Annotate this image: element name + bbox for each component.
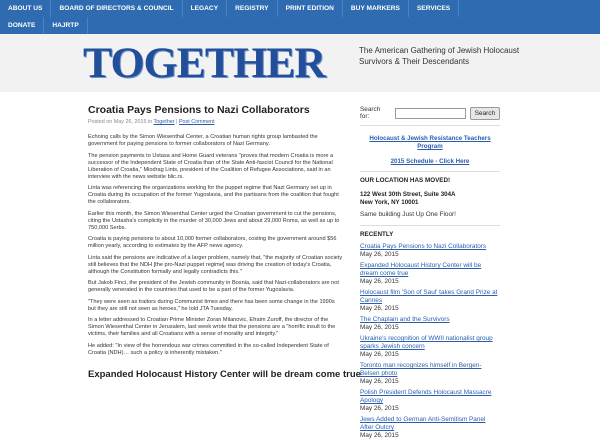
recent-post-link[interactable]: Expanded Holocaust History Center will be dream come true — [360, 262, 482, 277]
recent-post-date: May 26, 2015 — [360, 378, 399, 385]
sidebar-divider — [360, 171, 500, 172]
recent-post-link[interactable]: Toronto man recognizes himself in Bergen-Belsen photo — [360, 362, 482, 377]
post-paragraph: The pension payments to Ustasa and Home Guard veterans "proves that modern Croatia is more a successor of the Independent State of Croatia than of the State Anti-fascist Council for the National Liberation of Croatia," Miodrag Lints, president of the Coalition of Refugee Associations, said in an interview with the news website blic.rs. — [88, 152, 334, 180]
post-comment-link[interactable]: Post Comment — [178, 119, 215, 125]
nav-board[interactable]: BOARD OF DIRECTORS & COUNCIL — [51, 0, 182, 17]
address-line: New York, NY 10001 — [360, 198, 419, 206]
post-paragraph: He added: "In view of the horrendous war crimes committed in the so-called Independent State of Croatia (NDH)… such a policy is inherently mistaken." — [88, 342, 329, 356]
schedule-link[interactable]: 2015 Schedule - Click Here — [390, 158, 470, 165]
post-paragraph: Echoing calls by the Simon Wiesenthal Center, a Croatian human rights group lambasted the government for paying pensions to former collaborators of Nazi Germany. — [88, 134, 318, 147]
site-tagline: The American Gathering of Jewish Holocaust Survivors & Their Descendants — [359, 46, 520, 66]
recent-post-date: May 26, 2015 — [360, 351, 399, 358]
nav-legacy[interactable]: LEGACY — [183, 0, 227, 17]
recent-post-link[interactable]: Croatia Pays Pensions to Nazi Collaborators — [360, 243, 487, 250]
nav-buy-markers[interactable]: BUY MARKERS — [343, 0, 409, 17]
post-category-link[interactable]: Together — [153, 119, 175, 125]
post-title[interactable]: Croatia Pays Pensions to Nazi Collaborators — [88, 104, 310, 116]
search-input[interactable] — [395, 108, 466, 119]
recent-post-link[interactable]: Ukraine's recognition of WWII nationalist group sparks Jewish concern — [360, 335, 493, 350]
nav-print-edition[interactable]: PRINT EDITION — [278, 0, 343, 17]
location-heading: OUR LOCATION HAS MOVED! — [360, 177, 451, 184]
list-item — [360, 289, 500, 313]
recent-post-link[interactable]: Jews Added to German Anti-Semitism Panel After Outcry — [360, 416, 486, 431]
recent-post-link[interactable]: The Chaplain and the Survivors — [360, 316, 450, 323]
nav-services[interactable]: SERVICES — [409, 0, 459, 17]
post-paragraph: Linta said the pensions are indicative of a larger problem, namely that, "the majority of Croatian society still believes that the NDH [the pro-Nazi puppet regime] was driving the creation of today's Croatia, although the Constitution formally and legally contradicts this." — [88, 254, 343, 275]
same-building-note: Same building Just Up One Floor! — [360, 211, 456, 218]
post-paragraph: But Jakob Finci, the president of the Jewish community in Bosnia, said that Nazi-collaborators are not generally venerated in the countries that used to be a part of the former Yugoslavia. — [88, 280, 339, 293]
recent-post-date: May 26, 2015 — [360, 324, 399, 331]
recent-post-date: May 26, 2015 — [360, 405, 399, 412]
search-button[interactable]: Search — [470, 107, 500, 120]
nav-row-1 — [0, 0, 459, 17]
recent-post-date: May 26, 2015 — [360, 251, 399, 258]
recent-post-date: May 26, 2015 — [360, 432, 399, 439]
sidebar-divider — [360, 125, 500, 126]
nav-about-us[interactable]: ABOUT US — [0, 0, 51, 17]
search-label: Search for: — [360, 106, 381, 120]
nav-row-2 — [0, 17, 88, 34]
sidebar — [360, 106, 500, 443]
recent-post-date: May 26, 2015 — [360, 305, 399, 312]
post-meta — [88, 119, 344, 125]
post-paragraph: Croatia is paying pensions to about 10,000 former collaborators, costing the government around $56 million yearly, according to estimates by the AFP news agency. — [88, 236, 337, 249]
list-item — [360, 335, 500, 359]
post-paragraph: In a letter addressed to Croatian Prime Minister Zoran Milanovic, Efraim Zuroff, the director of the Simon Wiesenthal Center in Jerusalem, last week wrote that the pensions are a "horrific insult to the victims, their families and all Croatians with a sense of morality and integrity." — [88, 317, 336, 337]
list-item — [360, 389, 500, 413]
list-item — [360, 362, 500, 386]
teachers-program-link[interactable]: Holocaust & Jewish Resistance Teachers Program — [369, 135, 491, 150]
next-post-title[interactable]: Expanded Holocaust History Center will be dream come true — [88, 368, 361, 380]
site-header — [0, 34, 600, 92]
post-paragraph: Linta was referencing the organizations working for the puppet regime that Nazi Germany set up in Croatia during its occupation of the former Yugoslavia, and the partisans from the coalition that fought the collaborators. — [88, 185, 339, 205]
recent-post-link[interactable]: Holocaust film 'Son of Saul' takes Grand Prize at Cannes — [360, 289, 498, 304]
nav-hajrtp[interactable]: HAJRTP — [44, 17, 87, 34]
search-form — [360, 106, 500, 120]
recent-heading: RECENTLY — [360, 231, 394, 238]
nav-registry[interactable]: REGISTRY — [227, 0, 277, 17]
nav-donate[interactable]: DONATE — [0, 17, 44, 34]
address-line: 122 West 30th Street, Suite 304A — [360, 191, 456, 198]
recent-post-date: May 26, 2015 — [360, 278, 399, 285]
sidebar-divider — [360, 225, 500, 226]
list-item — [360, 243, 500, 259]
recent-list — [360, 243, 500, 440]
site-logo[interactable]: TOGETHER — [83, 40, 326, 87]
recent-post-link[interactable]: Polish President Defends Holocaust Massacre Apology — [360, 389, 492, 404]
main-nav — [0, 0, 600, 34]
list-item — [360, 316, 500, 332]
address — [360, 191, 500, 206]
meta-separator: | — [176, 119, 178, 125]
post-date: Posted on May 26, 2015 in — [88, 119, 153, 125]
post-paragraph: Earlier this month, the Simon Wiesenthal Center urged the Croatian government to cut the pensions, citing the Ustasha's complicity in the murder of 30,000 Jews and about 29,000 Roma, as well as up to 750,000 Serbs. — [88, 210, 340, 231]
main-content — [88, 104, 361, 381]
list-item — [360, 262, 500, 286]
list-item — [360, 416, 500, 440]
post-paragraph: "They were seen as traitors during Communist times and there has been some change in the 1990s but they are still not seen as heroes," he told JTA Tuesday. — [88, 298, 335, 312]
